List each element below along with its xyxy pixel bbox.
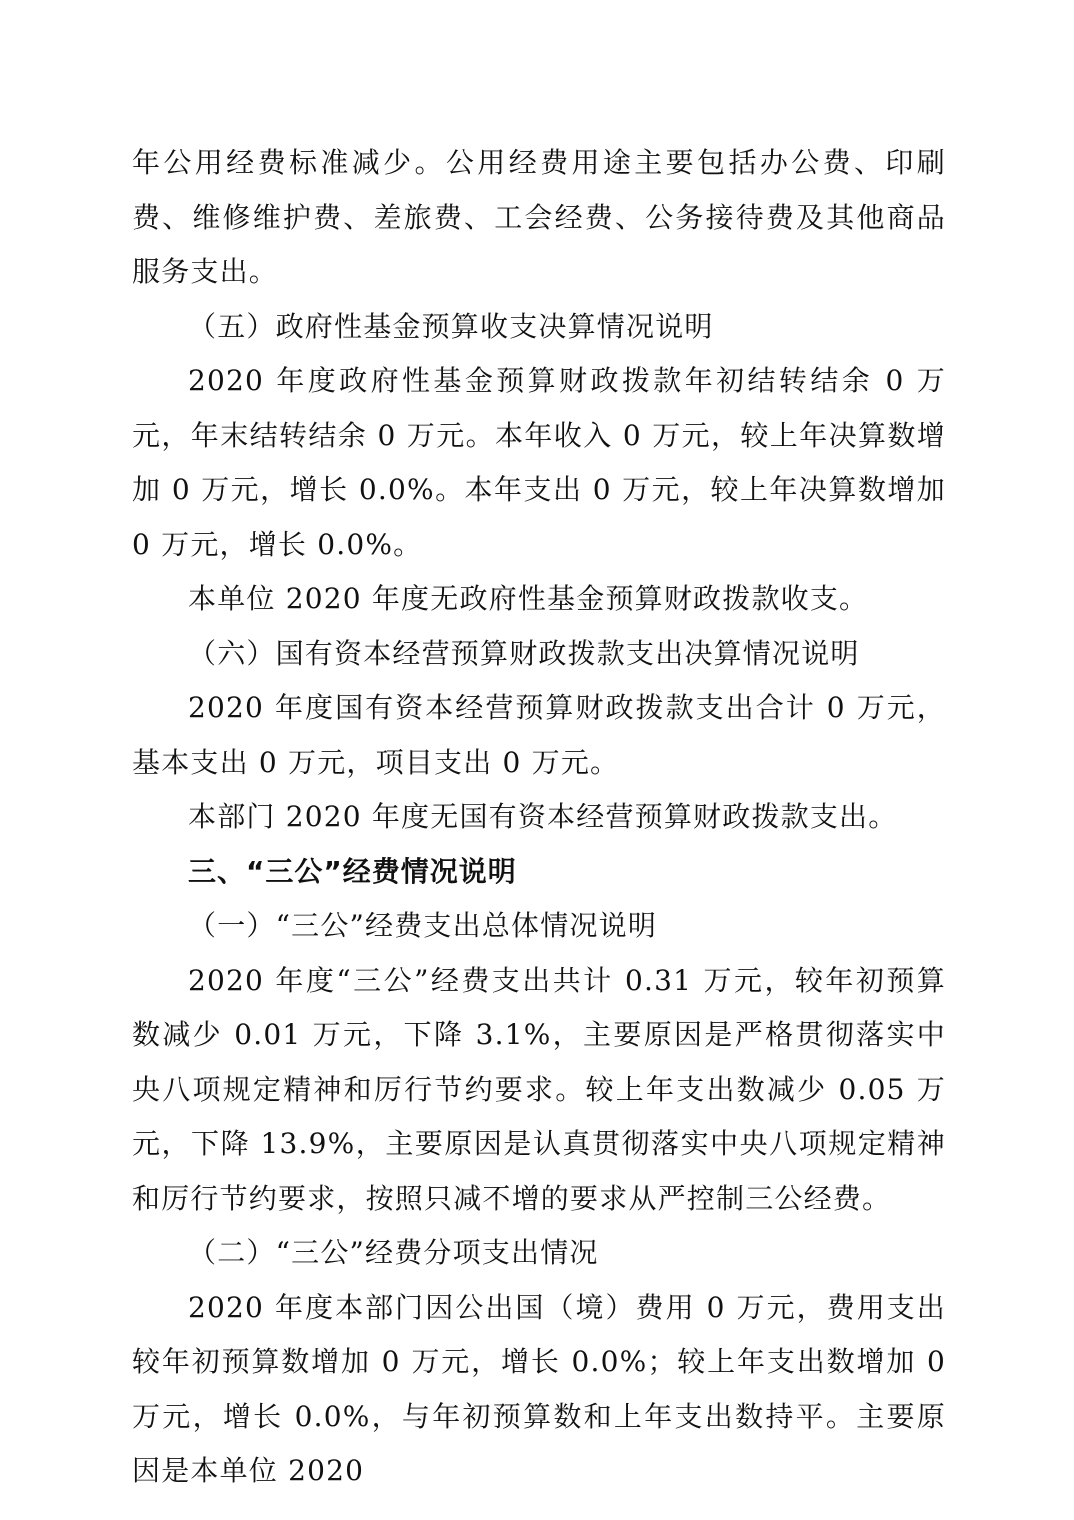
document-body: [132, 136, 946, 1499]
paragraph-three-public-overall: 2020 年度“三公”经费支出共计 0.31 万元，较年初预算数减少 0.01 万元，下降 3.1%，主要原因是严格贯彻落实中央八项规定精神和厉行节约要求。较上年支出数减少 0.05 万元，下降 13.9%，主要原因是认真贯彻落实中央八项规定精神和厉行节约要求，按照只减不增的要求从严控制三公经费。: [132, 963, 946, 1215]
subsection-heading-itemized: （二）“三公”经费分项支出情况: [188, 1236, 599, 1269]
section-heading-state-capital: （六）国有资本经营预算财政拨款支出决算情况说明: [188, 636, 860, 670]
paragraph-overseas-expense: 2020 年度本部门因公出国（境）费用 0 万元，费用支出较年初预算数增加 0 万元，增长 0.0%；较上年支出数增加 0 万元，增长 0.0%，与年初预算数和上年支出数持平。主要原因是本单位 2020: [132, 1290, 946, 1487]
paragraph-public-expense-usage: 年公用经费标准减少。公用经费用途主要包括办公费、印刷费、维修维护费、差旅费、工会经费、公务接待费及其他商品服务支出。: [132, 146, 946, 288]
section-heading-three-public: 三、“三公”经费情况说明: [188, 854, 517, 888]
paragraph-government-fund-figures: 2020 年度政府性基金预算财政拨款年初结转结余 0 万元，年末结转结余 0 万元。本年收入 0 万元，较上年决算数增加 0 万元，增长 0.0%。本年支出 0 万元，较上年决算数增加 0 万元，增长 0.0%。: [132, 364, 946, 561]
section-heading-government-fund: （五）政府性基金预算收支决算情况说明: [188, 309, 714, 343]
paragraph-government-fund-none: 本单位 2020 年度无政府性基金预算财政拨款收支。: [188, 582, 869, 615]
paragraph-state-capital-figures: 2020 年度国有资本经营预算财政拨款支出合计 0 万元，基本支出 0 万元，项目支出 0 万元。: [132, 691, 946, 779]
subsection-heading-overall: （一）“三公”经费支出总体情况说明: [188, 909, 658, 942]
paragraph-state-capital-none: 本部门 2020 年度无国有资本经营预算财政拨款支出。: [188, 800, 898, 833]
